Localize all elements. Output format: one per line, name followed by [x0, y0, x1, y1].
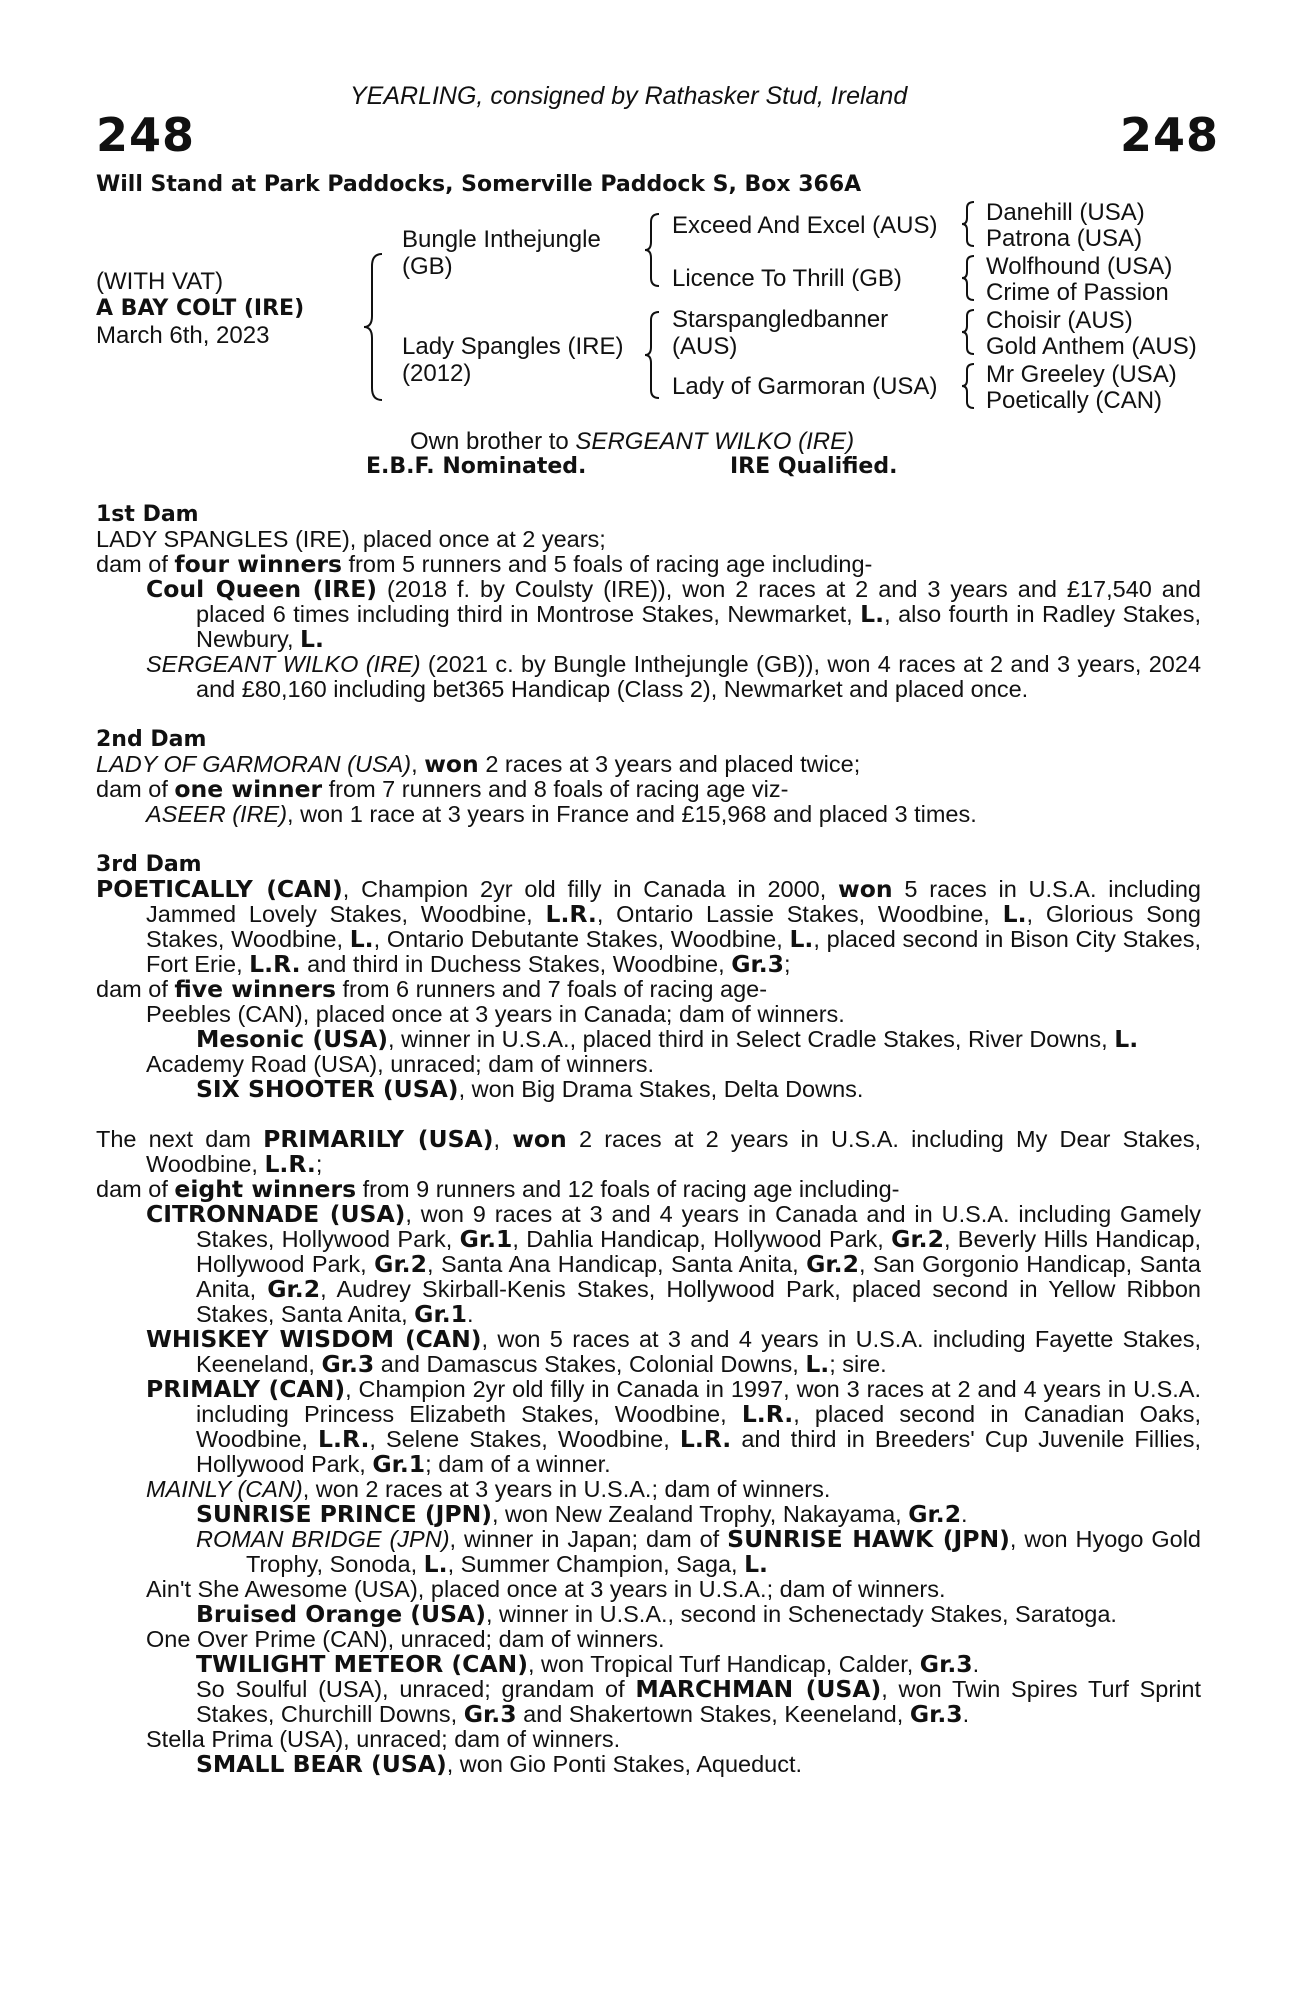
ire-qualified: IRE Qualified. [730, 454, 898, 479]
produce-citronnade: CITRONNADE (USA), won 9 races at 3 and 4 years in Canada and in U.S.A. including Gamely Stakes, Hollywood Park, Gr.1, Dahlia Handicap, Hollywood Park, Gr.2, Beverly Hills Handicap, Hollywood Park, Gr.2, Santa Ana Handicap, Santa Anita, Gr.2, San Gorgonio Handicap, Santa Anita, Gr.2, Audrey Skirball-Kenis Stakes, Hollywood Park, placed second in Yellow Ribbon Stakes, Santa Anita, Gr.1. [146, 1200, 1201, 1328]
produce-academy-road: Academy Road (USA), unraced; dam of winners. [146, 1051, 655, 1077]
produce-peebles: Peebles (CAN), placed once at 3 years in Canada; dam of winners. [146, 1001, 845, 1027]
third-dam-heading: 3rd Dam [96, 852, 202, 877]
horse-name: A BAY COLT (IRE) [96, 296, 305, 321]
produce-aseer: ASEER (IRE), won 1 race at 3 years in France and £15,968 and placed 3 times. [146, 801, 977, 827]
ebf-nominated: E.B.F. Nominated. [366, 454, 587, 479]
dds: Mr Greeley (USA) [986, 361, 1177, 388]
produce-sergeant-wilko: SERGEANT WILKO (IRE) (2021 c. by Bungle Inthejungle (GB)), won 4 races at 2 and 3 years, 2024 and £80,160 including bet365 Handicap (Class 2), Newmarket and placed once. [146, 651, 1202, 702]
third-dam-line: POETICALLY (CAN), Champion 2yr old filly in Canada in 2000, won 5 races in U.S.A. including Jammed Lovely Stakes, Woodbine, L.R., Ontario Lassie Stakes, Woodbine, L., Glorious Song Stakes, Woodbine, L., Ontario Debutante Stakes, Woodbine, L., placed second in Bison City Stakes, Fort Erie, L.R. and third in Duchess Stakes, Woodbine, Gr.3; [96, 875, 1202, 978]
produce-aint-she-awesome: Ain't She Awesome (USA), placed once at 3 years in U.S.A.; dam of winners. [146, 1576, 946, 1602]
dam-sire: Starspangledbanner (AUS) [672, 306, 889, 360]
first-dam-produce-summary: dam of four winners from 5 runners and 5 foals of racing age including- [96, 550, 873, 578]
dam-name: Lady Spangles (IRE) (2012) [402, 333, 624, 387]
dss: Choisir (AUS) [986, 307, 1133, 334]
produce-six-shooter: SIX SHOOTER (USA), won Big Drama Stakes, Delta Downs. [196, 1075, 864, 1103]
dsd: Gold Anthem (AUS) [986, 333, 1197, 360]
dam-dam: Lady of Garmoran (USA) [672, 373, 938, 400]
lot-number-left: 248 [96, 108, 196, 162]
pedigree-brace-sire [643, 212, 663, 288]
sds: Wolfhound (USA) [986, 253, 1173, 280]
own-brother-note: Own brother to SERGEANT WILKO (IRE) [410, 428, 855, 455]
second-dam-produce-summary: dam of one winner from 7 runners and 8 foals of racing age viz- [96, 775, 789, 803]
produce-stella-prima: Stella Prima (USA), unraced; dam of winners. [146, 1726, 621, 1752]
pedigree-brace-sd [960, 254, 978, 302]
catalogue-body [96, 502, 1201, 1777]
produce-sunrise-prince: SUNRISE PRINCE (JPN), won New Zealand Trophy, Nakayama, Gr.2. [196, 1500, 968, 1528]
second-dam-heading: 2nd Dam [96, 727, 207, 752]
produce-roman-bridge: ROMAN BRIDGE (JPN), winner in Japan; dam of SUNRISE HAWK (JPN), won Hyogo Gold Trophy, Sonoda, L., Summer Champion, Saga, L. [196, 1525, 1201, 1578]
produce-whiskey-wisdom: WHISKEY WISDOM (CAN), won 5 races at 3 and 4 years in U.S.A. including Fayette Stakes, Keeneland, Gr.3 and Damascus Stakes, Colonial Downs, L.; sire. [146, 1325, 1201, 1378]
sire-dam: Licence To Thrill (GB) [672, 265, 902, 292]
produce-mesonic: Mesonic (USA), winner in U.S.A., placed third in Select Cradle Stakes, River Downs, L. [196, 1025, 1139, 1053]
produce-small-bear: SMALL BEAR (USA), won Gio Ponti Stakes, Aqueduct. [196, 1750, 803, 1778]
ssd: Patrona (USA) [986, 225, 1143, 252]
produce-mainly: MAINLY (CAN), won 2 races at 3 years in U.S.A.; dam of winners. [146, 1476, 831, 1502]
produce-so-soulful: So Soulful (USA), unraced; grandam of MARCHMAN (USA), won Twin Spires Turf Sprint Stakes, Churchill Downs, Gr.3 and Shakertown Stakes, Keeneland, Gr.3. [196, 1675, 1201, 1728]
sdd: Crime of Passion [986, 279, 1169, 306]
first-dam-line: LADY SPANGLES (IRE), placed once at 2 years; [96, 526, 606, 552]
next-dam-line: The next dam PRIMARILY (USA), won 2 races at 2 years in U.S.A. including My Dear Stakes, Woodbine, L.R.; [96, 1125, 1202, 1178]
pedigree-brace-ds [960, 308, 978, 356]
sire-name: Bungle Inthejungle (GB) [402, 226, 601, 280]
vat-note: (WITH VAT) [96, 268, 224, 295]
lot-number-right: 248 [1120, 108, 1220, 162]
first-dam-heading: 1st Dam [96, 502, 199, 527]
third-dam-produce-summary: dam of five winners from 6 runners and 7 foals of racing age- [96, 975, 768, 1003]
second-dam-line: LADY OF GARMORAN (USA), won 2 races at 3 years and placed twice; [96, 750, 861, 778]
sss: Danehill (USA) [986, 199, 1145, 226]
ddd: Poetically (CAN) [986, 387, 1163, 414]
produce-bruised-orange: Bruised Orange (USA), winner in U.S.A., second in Schenectady Stakes, Saratoga. [196, 1600, 1117, 1628]
consignor-subtitle: YEARLING, consigned by Rathasker Stud, Ireland [350, 82, 908, 110]
next-dam-produce-summary: dam of eight winners from 9 runners and 12 foals of racing age including- [96, 1175, 900, 1203]
sire-sire: Exceed And Excel (AUS) [672, 212, 938, 239]
pedigree-brace-dam [643, 310, 663, 400]
produce-one-over-prime: One Over Prime (CAN), unraced; dam of winners. [146, 1626, 665, 1652]
pedigree-brace-dd [960, 362, 978, 410]
produce-twilight-meteor: TWILIGHT METEOR (CAN), won Tropical Turf Handicap, Calder, Gr.3. [196, 1650, 980, 1678]
produce-coul-queen: Coul Queen (IRE) (2018 f. by Coulsty (IRE)), won 2 races at 2 and 3 years and £17,540 and placed 6 times including third in Montrose Stakes, Newmarket, L., also fourth in Radley Stakes, Newbury, L. [146, 575, 1201, 653]
pedigree-brace-ss [960, 200, 978, 248]
stand-location: Will Stand at Park Paddocks, Somerville Paddock S, Box 366A [96, 172, 862, 197]
horse-dob: March 6th, 2023 [96, 322, 270, 349]
produce-primaly: PRIMALY (CAN), Champion 2yr old filly in Canada in 1997, won 3 races at 2 and 4 years in U.S.A. including Princess Elizabeth Stakes, Woodbine, L.R., placed second in Canadian Oaks, Woodbine, L.R., Selene Stakes, Woodbine, L.R. and third in Breeders' Cup Juvenile Fillies, Hollywood Park, Gr.1; dam of a winner. [146, 1375, 1201, 1478]
pedigree-brace-main [362, 252, 386, 402]
